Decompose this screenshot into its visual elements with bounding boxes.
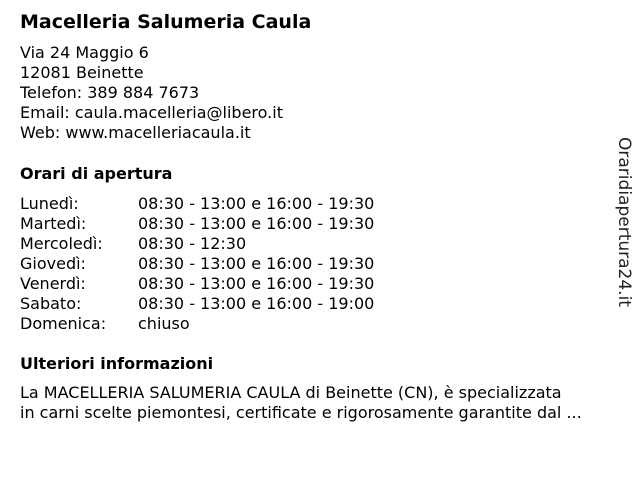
address-street: Via 24 Maggio 6 [20, 43, 149, 62]
time-range: chiuso [138, 314, 190, 333]
email-address: Email: caula.macelleria@libero.it [20, 103, 283, 122]
more-info-heading: Ulteriori informazioni [20, 354, 214, 373]
day-label: Giovedì: [20, 254, 86, 273]
day-label: Lunedì: [20, 194, 79, 213]
day-label: Sabato: [20, 294, 82, 313]
business-description [20, 383, 635, 423]
hours-row-friday [20, 274, 374, 294]
address-city: 12081 Beinette [20, 63, 144, 82]
time-range: 08:30 - 13:00 e 16:00 - 19:30 [138, 214, 375, 233]
day-label: Venerdì: [20, 274, 86, 293]
day-label: Mercoledì: [20, 234, 103, 253]
time-range: 08:30 - 12:30 [138, 234, 247, 253]
hours-row-tuesday [20, 214, 374, 234]
time-range: 08:30 - 13:00 e 16:00 - 19:00 [138, 294, 375, 313]
hours-row-thursday [20, 254, 374, 274]
description-line: La MACELLERIA SALUMERIA CAULA di Beinette (CN), è specializzata [20, 383, 562, 402]
time-range: 08:30 - 13:00 e 16:00 - 19:30 [138, 194, 375, 213]
hours-row-sunday [20, 314, 374, 334]
opening-hours-table [20, 194, 374, 334]
business-name: Macelleria Salumeria Caula [20, 11, 312, 33]
hours-row-wednesday [20, 234, 374, 254]
hours-row-saturday [20, 294, 374, 314]
day-label: Martedì: [20, 214, 87, 233]
day-label: Domenica: [20, 314, 107, 333]
description-line: in carni scelte piemontesi, certificate e rigorosamente garantite dal ... [20, 403, 582, 422]
time-range: 08:30 - 13:00 e 16:00 - 19:30 [138, 274, 375, 293]
contact-block [20, 43, 283, 143]
website-address: Web: www.macelleriacaula.it [20, 123, 251, 142]
opening-hours-heading: Orari di apertura [20, 164, 173, 183]
time-range: 08:30 - 13:00 e 16:00 - 19:30 [138, 254, 375, 273]
site-watermark: Oraridiapertura24.it [614, 137, 634, 307]
phone-number: Telefon: 389 884 7673 [20, 83, 200, 102]
hours-row-monday [20, 194, 374, 214]
